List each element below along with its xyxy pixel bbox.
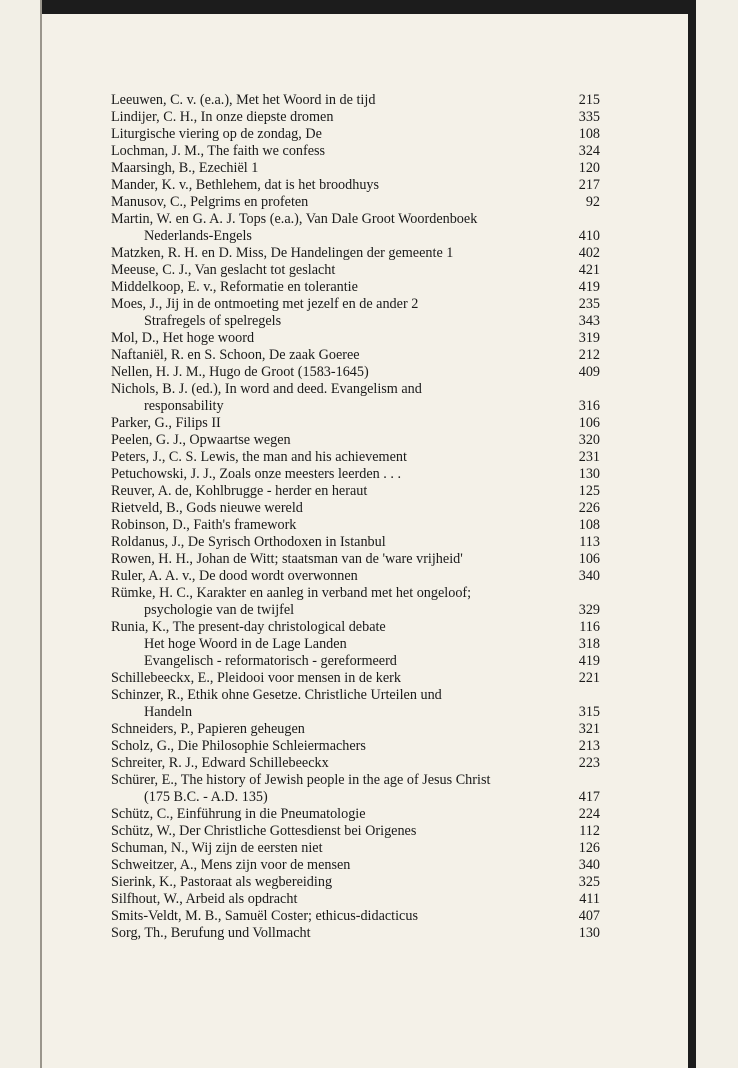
index-entry [111,279,600,296]
entry-page-number: 226 [578,500,600,516]
entry-page-number: 113 [579,534,600,550]
entry-page-number: 217 [578,177,600,193]
index-entry [111,568,600,585]
entry-text: Schweitzer, A., Mens zijn voor de mensen [111,857,351,873]
entry-text: Leeuwen, C. v. (e.a.), Met het Woord in de tijd [111,92,376,108]
entry-page-number: 407 [578,908,600,924]
index-entry [111,296,600,313]
entry-text: Moes, J., Jij in de ontmoeting met jezelf en de ander 2 [111,296,419,312]
entry-text: Parker, G., Filips II [111,415,221,431]
entry-page-number: 419 [578,279,600,295]
entry-text: Rümke, H. C., Karakter en aanleg in verband met het ongeloof; [111,585,472,601]
index-entry [111,466,600,483]
index-entry [111,92,600,109]
index-entry-continuation [111,636,600,653]
index-entry [111,415,600,432]
entry-page-number: 343 [578,313,600,329]
entry-text: Maarsingh, B., Ezechiël 1 [111,160,259,176]
entry-page-number: 319 [578,330,600,346]
index-entry-continuation [111,653,600,670]
entry-text: Nichols, B. J. (ed.), In word and deed. Evangelism and [111,381,422,397]
entry-text: psychologie van de twijfel [144,602,295,618]
entry-page-number: 325 [578,874,600,890]
entry-page-number: 320 [578,432,600,448]
index-entry [111,160,600,177]
entry-page-number: 108 [578,126,600,142]
entry-text: Schneiders, P., Papieren geheugen [111,721,305,737]
entry-text: Sierink, K., Pastoraat als wegbereiding [111,874,333,890]
entry-page-number: 329 [578,602,600,618]
entry-text: Nellen, H. J. M., Hugo de Groot (1583-1645) [111,364,369,380]
index-entry [111,551,600,568]
index-entry [111,500,600,517]
entry-page-number: 92 [585,194,600,210]
entry-text: Mol, D., Het hoge woord [111,330,255,346]
index-entry [111,245,600,262]
entry-text: Rietveld, B., Gods nieuwe wereld [111,500,303,516]
entry-page-number: 335 [578,109,600,125]
entry-text: Matzken, R. H. en D. Miss, De Handelingen der gemeente 1 [111,245,454,261]
index-entry [111,194,600,211]
entry-text: Lochman, J. M., The faith we confess [111,143,326,159]
entry-text: Smits-Veldt, M. B., Samuël Coster; ethicus-didacticus [111,908,418,924]
scan-right-border [688,0,696,1068]
index-entry [111,449,600,466]
index-entry-continuation [111,228,600,245]
index-entry [111,432,600,449]
entry-text: Ruler, A. A. v., De dood wordt overwonnen [111,568,358,584]
entry-text: Schillebeeckx, E., Pleidooi voor mensen in de kerk [111,670,401,686]
index-entry-continuation [111,704,600,721]
index-entry [111,211,600,228]
entry-page-number: 419 [578,653,600,669]
entry-page-number: 321 [578,721,600,737]
entry-text: Manusov, C., Pelgrims en profeten [111,194,309,210]
index-entry [111,908,600,925]
index-entry-continuation [111,789,600,806]
index-entry [111,262,600,279]
entry-page-number: 224 [578,806,600,822]
entry-text: Schütz, W., Der Christliche Gottesdienst bei Origenes [111,823,417,839]
index-entry [111,585,600,602]
entry-text: Schuman, N., Wij zijn de eersten niet [111,840,323,856]
entry-page-number: 106 [578,551,600,567]
entry-text: Handeln [144,704,193,720]
index-entry [111,483,600,500]
entry-page-number: 410 [578,228,600,244]
index-entry [111,177,600,194]
entry-page-number: 421 [578,262,600,278]
entry-text: Robinson, D., Faith's framework [111,517,297,533]
index-entry [111,534,600,551]
entry-page-number: 318 [578,636,600,652]
entry-text: Reuver, A. de, Kohlbrugge - herder en heraut [111,483,368,499]
entry-text: Rowen, H. H., Johan de Witt; staatsman van de 'ware vrijheid' [111,551,463,567]
index-entry [111,347,600,364]
entry-page-number: 402 [578,245,600,261]
index-entry [111,840,600,857]
index-entry [111,874,600,891]
index-entry [111,619,600,636]
entry-page-number: 221 [578,670,600,686]
entry-page-number: 223 [578,755,600,771]
entry-page-number: 106 [578,415,600,431]
index-entry [111,721,600,738]
entry-page-number: 112 [579,823,600,839]
entry-text: Nederlands-Engels [144,228,252,244]
index-entry [111,143,600,160]
entry-text: Petuchowski, J. J., Zoals onze meesters leerden . . . [111,466,401,482]
index-entry [111,517,600,534]
entry-text: Schütz, C., Einführung in die Pneumatologie [111,806,366,822]
index-entry [111,738,600,755]
entry-text: Naftaniël, R. en S. Schoon, De zaak Goeree [111,347,360,363]
entry-page-number: 231 [578,449,600,465]
entry-page-number: 212 [578,347,600,363]
entry-text: Lindijer, C. H., In onze diepste dromen [111,109,334,125]
entry-page-number: 120 [578,160,600,176]
entry-text: Scholz, G., Die Philosophie Schleiermachers [111,738,366,754]
entry-page-number: 130 [578,466,600,482]
entry-page-number: 340 [578,857,600,873]
entry-text: Peelen, G. J., Opwaartse wegen [111,432,291,448]
entry-page-number: 130 [578,925,600,941]
index-entry [111,891,600,908]
entry-text: Peters, J., C. S. Lewis, the man and his achievement [111,449,407,465]
scan-top-border [40,0,696,14]
index-entry [111,806,600,823]
entry-page-number: 235 [578,296,600,312]
index-list [111,92,600,942]
entry-page-number: 108 [578,517,600,533]
index-entry [111,670,600,687]
index-entry [111,925,600,942]
entry-text: Liturgische viering op de zondag, De [111,126,322,142]
index-entry [111,772,600,789]
entry-text: Martin, W. en G. A. J. Tops (e.a.), Van Dale Groot Woordenboek [111,211,478,227]
entry-text: Mander, K. v., Bethlehem, dat is het broodhuys [111,177,380,193]
entry-text: Meeuse, C. J., Van geslacht tot geslacht [111,262,336,278]
index-entry [111,857,600,874]
entry-page-number: 315 [578,704,600,720]
entry-text: Schreiter, R. J., Edward Schillebeeckx [111,755,329,771]
entry-text: Schinzer, R., Ethik ohne Gesetze. Christliche Urteilen und [111,687,442,703]
entry-text: Middelkoop, E. v., Reformatie en tolerantie [111,279,358,295]
index-entry-continuation [111,313,600,330]
entry-page-number: 213 [578,738,600,754]
entry-text: Silfhout, W., Arbeid als opdracht [111,891,298,907]
index-entry [111,823,600,840]
entry-page-number: 116 [579,619,600,635]
index-entry [111,330,600,347]
entry-text: (175 B.C. - A.D. 135) [144,789,268,805]
index-entry-continuation [111,398,600,415]
index-entry-continuation [111,602,600,619]
index-entry [111,126,600,143]
index-entry [111,109,600,126]
entry-page-number: 411 [579,891,600,907]
entry-page-number: 125 [578,483,600,499]
entry-page-number: 316 [578,398,600,414]
index-entry [111,364,600,381]
entry-page-number: 324 [578,143,600,159]
entry-text: Runia, K., The present-day christological debate [111,619,386,635]
entry-page-number: 126 [578,840,600,856]
entry-text: Schürer, E., The history of Jewish people in the age of Jesus Christ [111,772,491,788]
entry-text: Sorg, Th., Berufung und Vollmacht [111,925,311,941]
entry-text: Het hoge Woord in de Lage Landen [144,636,347,652]
index-entry [111,755,600,772]
entry-page-number: 340 [578,568,600,584]
index-entry [111,687,600,704]
entry-text: responsability [144,398,224,414]
entry-page-number: 417 [578,789,600,805]
index-entry [111,381,600,398]
entry-page-number: 409 [578,364,600,380]
entry-text: Evangelisch - reformatorisch - gereformeerd [144,653,397,669]
entry-text: Roldanus, J., De Syrisch Orthodoxen in Istanbul [111,534,386,550]
entry-page-number: 215 [578,92,600,108]
entry-text: Strafregels of spelregels [144,313,282,329]
